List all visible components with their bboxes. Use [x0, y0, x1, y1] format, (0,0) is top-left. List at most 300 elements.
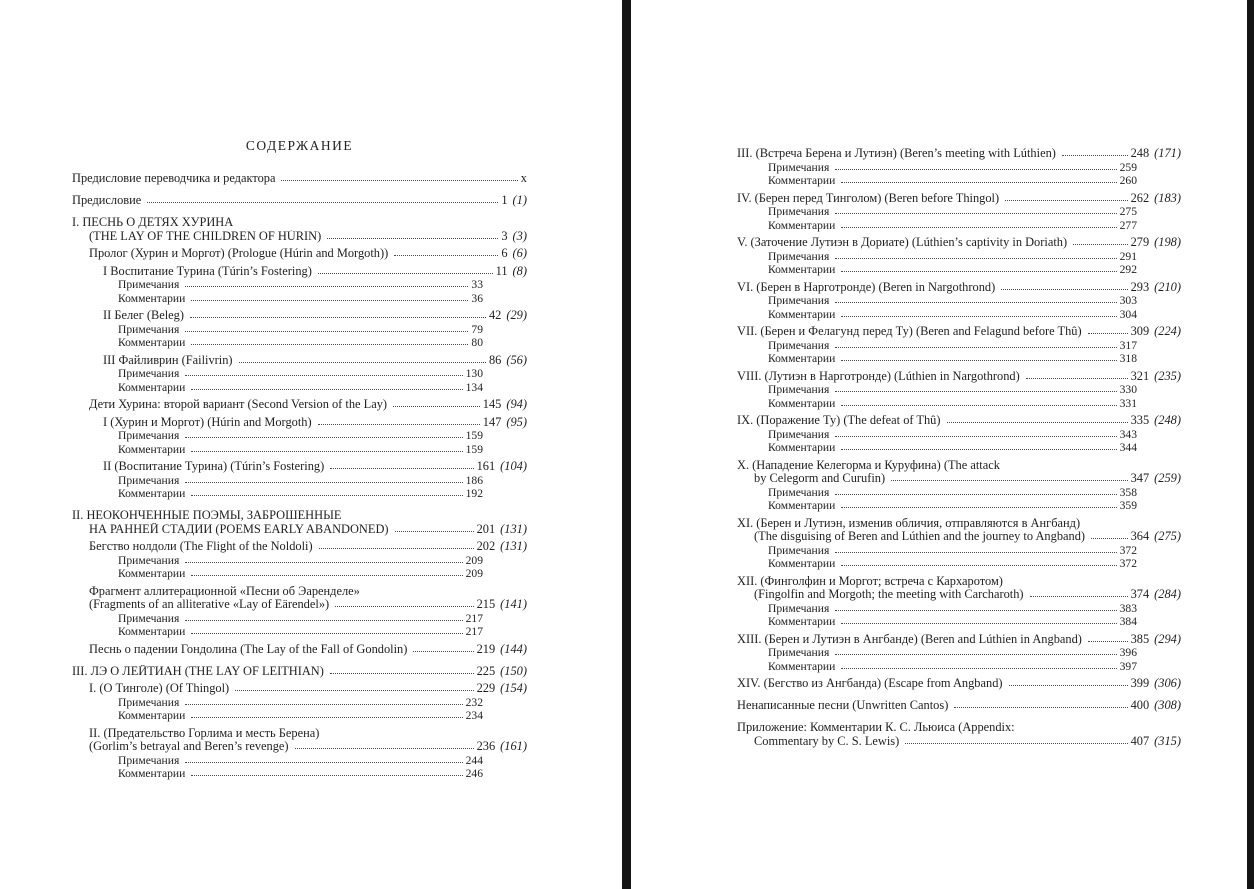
- page-number: 293: [1130, 280, 1150, 294]
- toc-line: [72, 216, 527, 230]
- page-number: 385: [1130, 632, 1150, 646]
- dot-leader: [1005, 200, 1127, 201]
- toc-sub-entry: [737, 219, 1181, 233]
- dot-leader: [835, 213, 1116, 214]
- page-number: 396: [1119, 646, 1137, 659]
- page-number: 260: [1119, 174, 1137, 187]
- dot-leader: [841, 668, 1116, 669]
- entry-text: Комментарии: [768, 263, 836, 276]
- dot-leader: [841, 507, 1116, 508]
- entry-text: Комментарии: [118, 442, 186, 456]
- toc-sub-entry: [72, 754, 527, 768]
- toc-entry: [737, 370, 1181, 384]
- toc-line: [737, 339, 1181, 353]
- toc-line: [737, 459, 1181, 473]
- toc-line: [72, 336, 527, 350]
- toc-line: [72, 278, 527, 292]
- entry-text: Дети Хурина: второй вариант (Second Version of the Lay): [89, 398, 388, 411]
- page-number: 80: [471, 336, 483, 349]
- toc-line: [72, 323, 527, 337]
- entry-text: VII. (Берен и Фелагунд перед Ту) (Beren and Felagund before Thû): [737, 325, 1082, 338]
- toc-entry: [72, 216, 527, 243]
- toc-line: [737, 646, 1181, 660]
- page-number: 331: [1119, 396, 1137, 410]
- toc-line: [737, 660, 1181, 674]
- toc-line: [737, 428, 1181, 442]
- dot-leader: [327, 238, 498, 239]
- original-page-number: (294): [1154, 632, 1181, 646]
- toc-line: [737, 383, 1181, 397]
- dot-leader: [395, 531, 474, 532]
- toc-line: [72, 460, 527, 474]
- entry-text: Примечания: [768, 427, 830, 441]
- toc-line: [737, 325, 1181, 339]
- page-number: 279: [1130, 236, 1150, 249]
- toc-entry: [737, 699, 1181, 713]
- page-number: 3: [501, 229, 508, 243]
- page-number: 36: [471, 291, 483, 305]
- right-page-entries: [737, 147, 1181, 748]
- entry-text: Примечания: [118, 473, 180, 487]
- dot-leader: [319, 548, 474, 549]
- toc-line: [72, 643, 527, 657]
- toc-sub-entry: [72, 381, 527, 395]
- toc-line: [737, 219, 1181, 233]
- toc-sub-entry: [737, 544, 1181, 558]
- entry-text: X. (Нападение Келегорма и Куруфина) (The attack: [737, 458, 1000, 472]
- dot-leader: [393, 406, 480, 407]
- toc-entry: [72, 682, 527, 696]
- entry-text: VI. (Берен в Нарготронде) (Beren in Nargothrond): [737, 280, 996, 294]
- entry-text: Приложение: Комментарии К. С. Льюиса (Appendix:: [737, 721, 1015, 734]
- entry-text: Примечания: [768, 249, 830, 263]
- entry-text: Примечания: [118, 429, 180, 442]
- toc-line: [72, 540, 527, 554]
- dot-leader: [190, 317, 486, 318]
- dot-leader: [841, 449, 1116, 450]
- toc-sub-entry: [737, 499, 1181, 513]
- dot-leader: [335, 606, 473, 607]
- original-page-number: (29): [506, 309, 527, 322]
- toc-sub-entry: [737, 161, 1181, 175]
- dot-leader: [891, 480, 1127, 481]
- toc-entry: [737, 633, 1181, 647]
- toc-sub-entry: [737, 352, 1181, 366]
- original-page-number: (210): [1154, 280, 1181, 294]
- entry-text: by Celegorm and Curufin): [754, 472, 886, 485]
- toc-line: [737, 370, 1181, 384]
- toc-sub-entry: [737, 397, 1181, 411]
- dot-leader: [295, 748, 474, 749]
- toc-line: [72, 381, 527, 395]
- toc-sub-entry: [72, 554, 527, 568]
- toc-line: [737, 250, 1181, 264]
- page-number: 344: [1119, 441, 1137, 454]
- toc-entry: [72, 416, 527, 430]
- original-page-number: (259): [1154, 472, 1181, 485]
- dot-leader: [239, 362, 486, 363]
- original-page-number: (150): [500, 664, 527, 678]
- page-number: 262: [1130, 191, 1150, 205]
- toc-line: [737, 205, 1181, 219]
- original-page-number: (198): [1154, 236, 1181, 249]
- toc-line: [72, 172, 527, 186]
- dot-leader: [841, 360, 1116, 361]
- page-number: 399: [1130, 677, 1150, 690]
- toc-entry: [72, 460, 527, 474]
- dot-leader: [191, 344, 468, 345]
- page-number: 209: [465, 553, 483, 567]
- entry-text: IX. (Поражение Ту) (The defeat of Thû): [737, 414, 941, 427]
- entry-text: I. (О Тинголе) (Of Thingol): [89, 682, 230, 695]
- entry-text: Предисловие переводчика и редактора: [72, 172, 276, 185]
- original-page-number: (248): [1154, 414, 1181, 427]
- toc-line: [737, 677, 1181, 691]
- book-spine: [622, 0, 631, 889]
- toc-entry: [72, 354, 527, 368]
- dot-leader: [191, 389, 462, 390]
- toc-sub-entry: [72, 696, 527, 710]
- toc-entry: [737, 677, 1181, 691]
- toc-entry: [737, 459, 1181, 486]
- dot-leader: [1088, 641, 1128, 642]
- dot-leader: [835, 302, 1116, 303]
- entry-text: Бегство нолдоли (The Flight of the Noldoli): [89, 540, 313, 553]
- entry-text: Комментарии: [768, 307, 836, 321]
- original-page-number: (1): [512, 194, 527, 207]
- toc-sub-entry: [737, 308, 1181, 322]
- page-number: 192: [465, 487, 483, 500]
- dot-leader: [835, 347, 1116, 348]
- dot-leader: [947, 422, 1128, 423]
- entry-text: Примечания: [118, 695, 180, 709]
- toc-line: [72, 598, 527, 612]
- original-page-number: (154): [500, 682, 527, 695]
- page-number: 209: [465, 567, 483, 580]
- entry-text: Примечания: [768, 543, 830, 557]
- dot-leader: [281, 180, 517, 181]
- left-page: [72, 138, 527, 781]
- entry-text: Примечания: [118, 611, 180, 625]
- original-page-number: (104): [500, 460, 527, 473]
- dot-leader: [1088, 333, 1128, 334]
- page-number: 347: [1130, 472, 1150, 485]
- toc-sub-entry: [72, 367, 527, 381]
- toc-line: [72, 523, 527, 537]
- entry-text: Песнь о падении Гондолина (The Lay of the Fall of Gondolin): [89, 642, 408, 656]
- page-number: 217: [465, 625, 483, 638]
- page-number: 145: [482, 398, 502, 411]
- toc-entry: [737, 236, 1181, 250]
- dot-leader: [835, 494, 1116, 495]
- toc-entry: [737, 325, 1181, 339]
- dot-leader: [147, 202, 498, 203]
- page-number: 304: [1119, 307, 1137, 321]
- toc-line: [737, 544, 1181, 558]
- page-number: 186: [465, 473, 483, 487]
- original-page-number: (284): [1154, 588, 1181, 601]
- toc-sub-entry: [72, 487, 527, 501]
- entry-text: (The disguising of Beren and Lúthien and the journey to Angband): [754, 530, 1086, 543]
- toc-line: [737, 557, 1181, 571]
- toc-entry: [72, 247, 527, 261]
- dot-leader: [1073, 244, 1127, 245]
- original-page-number: (161): [500, 740, 527, 753]
- dot-leader: [330, 673, 474, 674]
- entry-text: VIII. (Лутиэн в Нарготронде) (Lúthien in Nargothrond): [737, 369, 1020, 383]
- page-number: 232: [465, 695, 483, 709]
- page-number: 217: [465, 611, 483, 625]
- toc-entry: [72, 398, 527, 412]
- page-number: 159: [465, 442, 483, 456]
- entry-text: Примечания: [768, 205, 830, 218]
- toc-sub-entry: [72, 323, 527, 337]
- dot-leader: [185, 437, 462, 438]
- entry-text: II. НЕОКОНЧЕННЫЕ ПОЭМЫ, ЗАБРОШЕННЫЕ: [72, 509, 342, 522]
- dot-leader: [185, 562, 462, 563]
- entry-text: III. ЛЭ О ЛЕЙТИАН (THE LAY OF LEITHIAN): [72, 664, 324, 678]
- entry-text: Примечания: [118, 322, 180, 336]
- page-number: 1: [501, 194, 508, 207]
- entry-text: Комментарии: [118, 291, 186, 305]
- page-number: 317: [1119, 338, 1137, 352]
- entry-text: Примечания: [118, 367, 180, 380]
- toc-line: [72, 443, 527, 457]
- original-page-number: (6): [512, 247, 527, 260]
- toc-entry: [737, 281, 1181, 295]
- toc-line: [72, 767, 527, 781]
- toc-line: [737, 530, 1181, 544]
- page-edge-shadow: [1247, 0, 1254, 889]
- dot-leader: [1009, 685, 1128, 686]
- dot-leader: [841, 227, 1116, 228]
- toc-line: [737, 602, 1181, 616]
- toc-sub-entry: [737, 294, 1181, 308]
- toc-line: [72, 230, 527, 244]
- page-number: 309: [1130, 325, 1150, 338]
- toc-line: [72, 567, 527, 581]
- original-page-number: (235): [1154, 369, 1181, 383]
- page-number: 277: [1119, 218, 1137, 232]
- page-number: 248: [1130, 147, 1150, 160]
- page-number: 159: [465, 429, 483, 442]
- toc-entry: [737, 721, 1181, 748]
- toc-line: [72, 416, 527, 430]
- entry-text: Фрагмент аллитерационной «Песни об Эаренделе»: [89, 584, 360, 598]
- entry-text: Примечания: [118, 553, 180, 567]
- toc-line: [72, 585, 527, 599]
- toc-line: [737, 575, 1181, 589]
- entry-text: XIII. (Берен и Лутиэн в Ангбанде) (Beren and Lúthien in Angband): [737, 632, 1082, 646]
- toc-line: [72, 309, 527, 323]
- toc-line: [737, 397, 1181, 411]
- toc-line: [737, 263, 1181, 277]
- entry-text: I Воспитание Турина (Túrin’s Fostering): [103, 264, 312, 278]
- dot-leader: [191, 300, 468, 301]
- page-number: 383: [1119, 601, 1137, 615]
- toc-line: [737, 721, 1181, 735]
- toc-line: [737, 192, 1181, 206]
- toc-entry: [737, 414, 1181, 428]
- toc-entry: [72, 540, 527, 554]
- entry-text: Примечания: [768, 383, 830, 396]
- entry-text: Комментарии: [768, 174, 836, 187]
- original-page-number: (171): [1154, 147, 1181, 160]
- dot-leader: [835, 610, 1116, 611]
- entry-text: Комментарии: [768, 615, 836, 628]
- original-page-number: (315): [1154, 734, 1181, 748]
- entry-text: Комментарии: [768, 499, 836, 512]
- toc-sub-entry: [737, 660, 1181, 674]
- toc-entry: [737, 575, 1181, 602]
- dot-leader: [185, 375, 462, 376]
- entry-text: Commentary by C. S. Lewis): [754, 734, 900, 748]
- dot-leader: [835, 169, 1116, 170]
- dot-leader: [191, 775, 462, 776]
- toc-line: [72, 727, 527, 741]
- entry-text: XIV. (Бегство из Ангбанда) (Escape from Angband): [737, 677, 1003, 690]
- page-number: 372: [1119, 543, 1137, 557]
- page-number: 225: [476, 664, 496, 678]
- entry-text: (THE LAY OF THE CHILDREN OF HÚRIN): [89, 229, 322, 243]
- page-number: 343: [1119, 427, 1137, 441]
- toc-sub-entry: [737, 174, 1181, 188]
- entry-text: Комментарии: [118, 709, 186, 722]
- dot-leader: [1001, 289, 1127, 290]
- entry-text: Примечания: [118, 278, 180, 291]
- page-number: 33: [471, 278, 483, 291]
- entry-text: НА РАННЕЙ СТАДИИ (POEMS EARLY ABANDONED): [89, 522, 389, 536]
- dot-leader: [841, 405, 1116, 406]
- dot-leader: [1030, 596, 1128, 597]
- dot-leader: [835, 258, 1116, 259]
- toc-entry: [737, 147, 1181, 161]
- original-page-number: (183): [1154, 191, 1181, 205]
- dot-leader: [841, 623, 1116, 624]
- toc-line: [72, 554, 527, 568]
- toc-entry: [72, 265, 527, 279]
- entry-text: Примечания: [768, 601, 830, 615]
- page-number: 330: [1119, 383, 1137, 396]
- entry-text: (Gorlim’s betrayal and Beren’s revenge): [89, 740, 289, 753]
- dot-leader: [954, 707, 1127, 708]
- original-page-number: (144): [500, 642, 527, 656]
- toc-entry: [737, 192, 1181, 206]
- toc-entry: [72, 309, 527, 323]
- page-number: 244: [465, 753, 483, 767]
- toc-line: [737, 517, 1181, 531]
- dot-leader: [185, 704, 462, 705]
- dot-leader: [235, 690, 473, 691]
- dot-leader: [1026, 378, 1128, 379]
- dot-leader: [191, 633, 462, 634]
- entry-text: Комментарии: [118, 380, 186, 394]
- page-number: 358: [1119, 485, 1137, 499]
- entry-text: II Белег (Beleg): [103, 309, 184, 322]
- entry-text: Предисловие: [72, 194, 142, 207]
- page-number: 6: [501, 247, 508, 260]
- toc-sub-entry: [737, 428, 1181, 442]
- dot-leader: [185, 286, 468, 287]
- original-page-number: (224): [1154, 325, 1181, 338]
- toc-line: [737, 236, 1181, 250]
- toc-sub-entry: [737, 441, 1181, 455]
- toc-line: [72, 398, 527, 412]
- toc-line: [737, 633, 1181, 647]
- entry-text: Примечания: [768, 338, 830, 352]
- toc-line: [72, 740, 527, 754]
- page-number: 303: [1119, 294, 1137, 307]
- toc-title: СОДЕРЖАНИЕ: [245, 138, 354, 153]
- page-number: 215: [476, 598, 496, 611]
- dot-leader: [191, 717, 462, 718]
- entry-text: Комментарии: [118, 487, 186, 500]
- page-number: 229: [476, 682, 496, 695]
- original-page-number: (131): [500, 522, 527, 536]
- toc-entry: [72, 643, 527, 657]
- entry-text: II (Воспитание Турина) (Túrin’s Fostering): [103, 460, 325, 473]
- dot-leader: [841, 316, 1116, 317]
- dot-leader: [191, 575, 462, 576]
- toc-sub-entry: [737, 383, 1181, 397]
- dot-leader: [185, 620, 462, 621]
- toc-line: [72, 682, 527, 696]
- toc-line: [737, 588, 1181, 602]
- toc-line: [72, 709, 527, 723]
- entry-text: Комментарии: [768, 557, 836, 570]
- entry-text: Комментарии: [768, 441, 836, 454]
- page-number: 318: [1119, 352, 1137, 365]
- toc-sub-entry: [737, 205, 1181, 219]
- toc-line: [737, 472, 1181, 486]
- entry-text: Комментарии: [118, 567, 186, 580]
- entry-text: (Fragments of an alliterative «Lay of Eärendel»): [89, 598, 330, 611]
- page-number: 335: [1130, 414, 1150, 427]
- toc-entry: [737, 517, 1181, 544]
- toc-line: [737, 281, 1181, 295]
- page-number: 11: [495, 264, 508, 278]
- page-number: 359: [1119, 499, 1137, 512]
- left-page-entries: [72, 172, 527, 781]
- toc-line: [737, 486, 1181, 500]
- toc-sub-entry: [72, 278, 527, 292]
- original-page-number: (94): [506, 398, 527, 411]
- entry-text: Комментарии: [768, 396, 836, 410]
- toc-sub-entry: [72, 429, 527, 443]
- toc-line: [737, 735, 1181, 749]
- entry-text: Примечания: [768, 646, 830, 659]
- page-number: 275: [1119, 205, 1137, 218]
- entry-text: Примечания: [768, 485, 830, 499]
- dot-leader: [841, 182, 1116, 183]
- dot-leader: [185, 331, 468, 332]
- toc-line: [72, 265, 527, 279]
- toc-line: [72, 367, 527, 381]
- toc-line: [737, 499, 1181, 513]
- page-number: 292: [1119, 263, 1137, 276]
- page-number: 42: [488, 309, 502, 322]
- page-number: 147: [482, 415, 502, 429]
- page-number: 236: [476, 740, 496, 753]
- toc-line: [72, 487, 527, 501]
- toc-sub-entry: [72, 709, 527, 723]
- toc-line: [72, 354, 527, 368]
- original-page-number: (141): [500, 598, 527, 611]
- page-number: 201: [476, 522, 496, 536]
- entry-text: Комментарии: [118, 767, 186, 780]
- dot-leader: [318, 424, 480, 425]
- toc-sub-entry: [737, 557, 1181, 571]
